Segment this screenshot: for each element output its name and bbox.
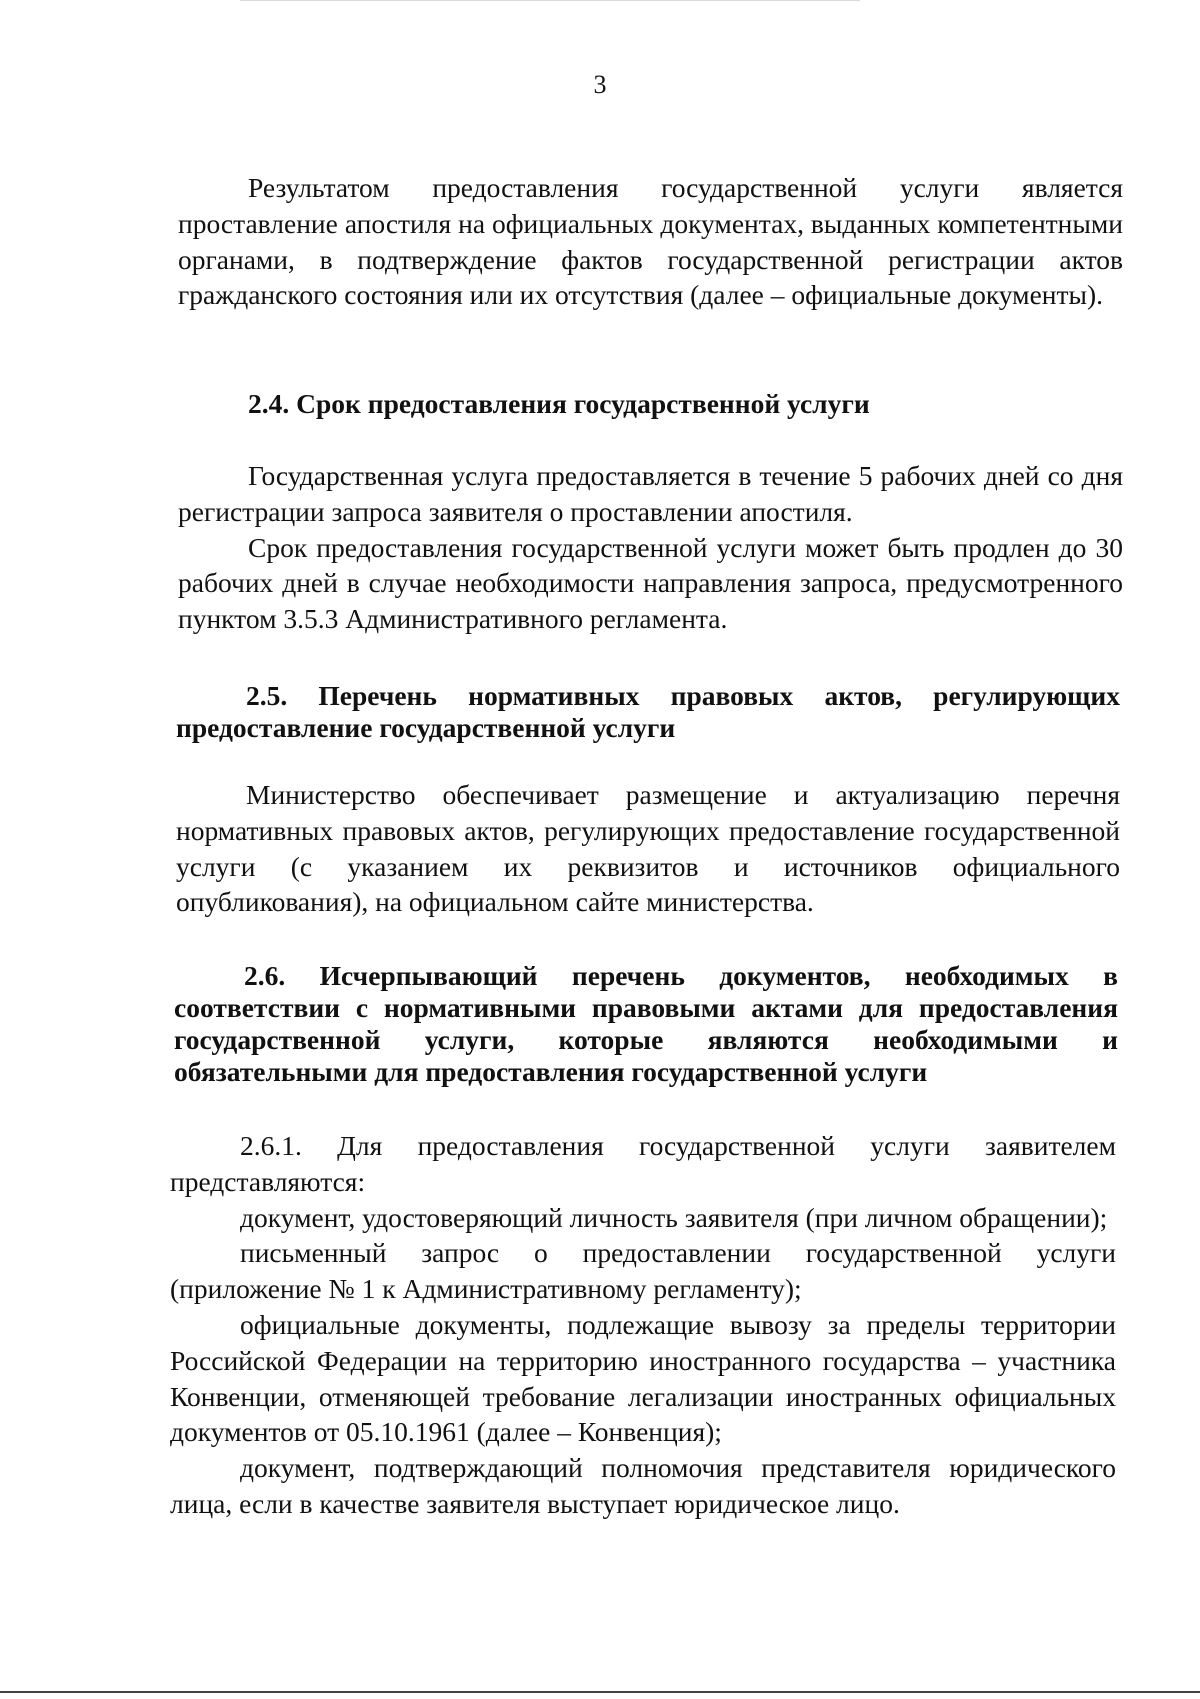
scan-artifact-top-line [240, 0, 860, 1]
section-2-5-heading: 2.5. Перечень нормативных правовых актов, регулирующих предоставление государственной услуги [176, 680, 1120, 743]
page-number: 3 [593, 70, 607, 99]
section-2-4-heading: 2.4. Срок предоставления государственной услуги [248, 388, 870, 419]
section-2-6-body [170, 1128, 1116, 1522]
result-paragraph: Результатом предоставления государственной услуги является проставление апостиля на официальных документах, выданных компетентными органами, в подтверждение фактов государственной регистрации актов гражданского состояния или их отсутствия (далее – официальные документы). [178, 172, 1123, 311]
section-2-4-body [178, 458, 1123, 637]
section-2-4-paragraph-1: Государственная услуга предоставляется в течение 5 рабочих дней со дня регистрации запроса заявителя о проставлении апостиля. [178, 460, 1123, 527]
section-2-5-paragraph-1: Министерство обеспечивает размещение и актуализацию перечня нормативных правовых актов, регулирующих предоставление государственной услуги (с указанием их реквизитов и источников официального опубликования), на официальном сайте министерства. [176, 779, 1120, 918]
section-2-6-paragraph-1: 2.6.1. Для предоставления государственной услуги заявителем представляются: [170, 1130, 1116, 1197]
result-paragraph-block [178, 170, 1123, 313]
section-2-6-heading: 2.6. Исчерпывающий перечень документов, необходимых в соответствии с нормативными правовыми актами для предоставления государственной услуги, которые являются необходимыми и обязательными для предоставления государственной услуги [174, 960, 1118, 1087]
section-2-6-paragraph-3: письменный запрос о предоставлении государственной услуги (приложение № 1 к Административному регламенту); [170, 1237, 1116, 1305]
scan-artifact-bottom-line [0, 1691, 1200, 1693]
section-2-5-body [176, 777, 1120, 920]
section-2-6-paragraph-4: официальные документы, подлежащие вывозу за пределы территории Российской Федерации на территорию иностранного государства – участника Конвенции, отменяющей требование легализации иностранных официальных документов от 05.10.1961 (далее – Конвенция); [170, 1308, 1116, 1448]
section-2-4-paragraph-2: Срок предоставления государственной услуги может быть продлен до 30 рабочих дней в случае необходимости направления запроса, предусмотренного пунктом 3.5.3 Административного регламента. [178, 531, 1123, 635]
section-2-6-paragraph-2: документ, удостоверяющий личность заявителя (при личном обращении); [240, 1201, 1108, 1233]
section-2-6-paragraph-5: документ, подтверждающий полномочия представителя юридического лица, если в качестве заявителя выступает юридическое лицо. [170, 1452, 1116, 1519]
